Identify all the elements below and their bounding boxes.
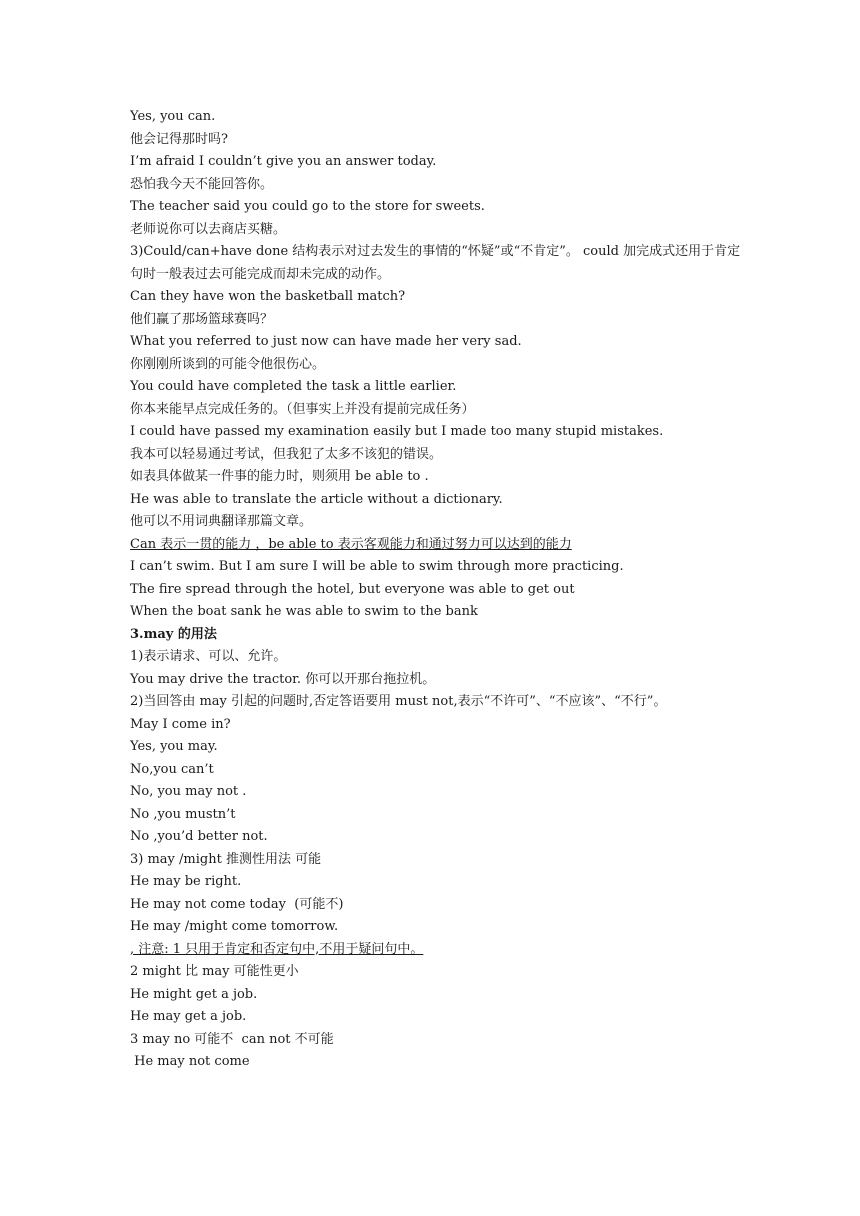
section-heading: 3.may 的用法 (130, 626, 217, 642)
text-line: 他们赢了那场篮球赛吗？ (130, 311, 274, 327)
text-line: 恐怕我今天不能回答你。 (130, 176, 274, 192)
text-line: 你本来能早点完成任务的。（但事实上并没有提前完成任务） (130, 401, 475, 417)
text-line: He may not come (130, 1054, 250, 1069)
text-line: 3)Could/can+have done 结构表示对过去发生的事情的“怀疑”或“不肯定”。 could 加完成式还用于肯定句时一般表过去可能完成而却未完成的动作。 (130, 244, 741, 282)
text-line: You could have completed the task a little earlier. (130, 379, 457, 394)
text-line: 1)表示请求、可以、允许。 (130, 649, 287, 664)
text-line: Yes, you may. (130, 739, 218, 754)
text-line: I can’t swim. But I am sure I will be able to swim through more practicing. (130, 559, 624, 574)
text-line: May I come in? (130, 716, 231, 732)
text-line: He might get a job. (130, 986, 258, 1002)
text-line: 老师说你可以去商店买糖。 (130, 221, 287, 237)
text-line: 2)当回答由 may 引起的问题时,否定答语要用 must not,表示“不许可”、“不应该”、“不行”。 (130, 694, 667, 709)
text-line: 他可以不用词典翻译那篇文章。 (130, 514, 313, 529)
document-page (130, 106, 742, 1074)
text-line: 3) may /might 推测性用法 可能 (130, 851, 322, 867)
text-line: No, you may not . (130, 784, 247, 799)
text-line: He may get a job. (130, 1009, 247, 1024)
text-line: 3 may no 可能不 can not 不可能 (130, 1031, 334, 1047)
text-line: You may drive the tractor. 你可以开那台拖拉机。 (130, 671, 436, 687)
text-line: The teacher said you could go to the store for sweets. (130, 199, 485, 214)
underlined-note: , 注意: 1 只用于肯定和否定句中,不用于疑问句中。 (130, 941, 424, 957)
text-line: I could have passed my examination easily but I made too many stupid mistakes. (130, 424, 664, 439)
text-line: No ,you’d better not. (130, 829, 268, 844)
text-line: Can they have won the basketball match? (130, 289, 406, 304)
text-line: He may be right. (130, 874, 242, 889)
text-line: I’m afraid I couldn’t give you an answer today. (130, 154, 437, 169)
text-line: 2 might 比 may 可能性更小 (130, 964, 299, 979)
text-line: He was able to translate the article without a dictionary. (130, 491, 503, 507)
text-line: 如表具体做某一件事的能力时，则须用 be able to . (130, 469, 429, 484)
text-line: He may /might come tomorrow. (130, 919, 339, 934)
text-line: No ,you mustn’t (130, 806, 236, 822)
text-line: What you referred to just now can have made her very sad. (130, 334, 522, 349)
text-line: He may not come today (可能不) (130, 896, 344, 912)
text-line: 你刚刚所谈到的可能令他很伤心。 (130, 356, 326, 372)
text-line: When the boat sank he was able to swim to the bank (130, 604, 478, 619)
text-line: 他会记得那时吗? (130, 131, 228, 147)
text-line: 我本可以轻易通过考试，但我犯了太多不该犯的错误。 (130, 446, 443, 462)
text-line: Yes, you can. (130, 109, 216, 124)
underlined-note: Can 表示一贯的能力 ，be able to 表示客观能力和通过努力可以达到的能力 (130, 536, 572, 552)
text-line: No,you can’t (130, 761, 214, 777)
text-line: The fire spread through the hotel, but everyone was able to get out (130, 581, 575, 597)
